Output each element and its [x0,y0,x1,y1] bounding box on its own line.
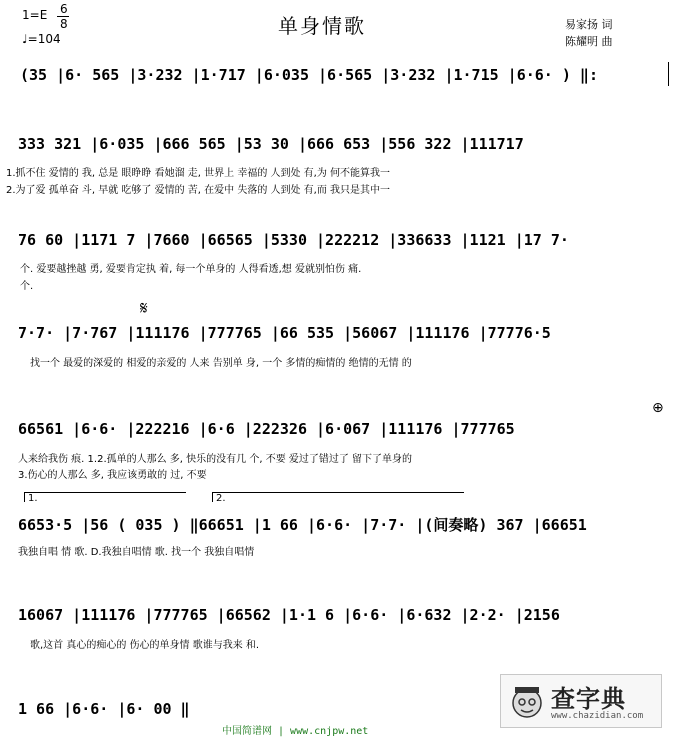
composer-credit: 陈耀明 曲 [565,35,613,48]
tempo-marking: ♩=104 [22,32,61,46]
mascot-icon [507,681,547,721]
time-signature-bottom: 8 [60,17,68,31]
notation-row-1: (35 |6· 565 |3·232 |1·717 |6·035 |6·565 |3·232 |1·715 |6·6· ) ‖: [20,66,598,84]
lyrics-row-4: 找一个 最爱的深爱的 相爱的亲爱的 人来 告别单 身, 一个 多情的痴情的 绝情的无情 的 [30,358,412,369]
lyrics-row-2-verse-1: 1.抓不住 爱情的 我, 总是 眼睁睁 看她溜 走, 世界上 幸福的 人到处 有,为 何不能算我一 [6,168,391,179]
volta-1-label: 1. [28,493,38,504]
lyrics-row-5-verse-2: 3.伤心的人那么 多, 我应该勇敢的 过, 不要 [18,470,207,481]
notation-row-6: 6653·5 |56 ( 035 ) ‖66651 |1 66 |6·6· |7·7· |(间奏略) 367 |66651 [18,516,587,534]
notation-row-2: 333 321 |6·035 |666 565 |53 30 |666 653 |556 322 |111717 [18,135,524,153]
time-signature-top: 6 [60,2,68,16]
notation-row-8: 1 66 |6·6· |6· 00 ‖ [18,700,190,718]
notation-row-4: 7·7· |7·767 |111176 |777765 |66 535 |56067 |111176 |77776·5 [18,324,551,342]
volta-2-bracket-edge [212,492,213,502]
lyrics-row-3-verse-1: 个. 爱要越挫越 勇, 爱要肯定执 着, 每一个单身的 人得看透,想 爱就别怕伤 痛. [20,264,362,275]
logo-title: 查字典 [551,685,626,713]
lyrics-row-6: 我独自唱 情 歌. D.我独自唱情 歌. 找一个 我独自唱情 [18,547,255,558]
segno-marker: 𝄋 [140,298,148,319]
song-title: 单身情歌 [278,14,366,38]
volta-2-bracket [212,492,464,493]
volta-1-bracket-edge [24,492,25,502]
notation-row-7: 16067 |111176 |777765 |66562 |1·1 6 |6·6· |6·632 |2·2· |2156 [18,606,560,624]
lyrics-row-7: 歌,这首 真心的痴心的 伤心的单身情 歌谁与我来 和. [30,640,260,651]
coda-marker: ⊕ [652,400,664,416]
logo-url: www.chazidian.com [551,711,644,721]
notation-row-3: 76 60 |1171 7 |7660 |66565 |5330 |222212 |336633 |1121 |17 7· [18,231,569,249]
lyrics-row-5-verse-1: 人来给我伤 痕. 1.2.孤单的人那么 多, 快乐的没有几 个, 不要 爱过了错过了 留下了单身的 [18,454,413,465]
repeat-barline [668,62,669,86]
site-footer[interactable]: 中国简谱网 | www.cnjpw.net [222,726,369,737]
lyrics-row-3-verse-2: 个. [20,281,34,292]
lyrics-row-2-verse-2: 2.为了爱 孤单奋 斗, 早就 吃够了 爱情的 苦, 在爱中 失落的 人到处 有,而 我只是其中一 [6,185,391,196]
volta-2-label: 2. [216,493,226,504]
watermark-logo [500,674,662,728]
key-signature: 1=E [22,8,48,22]
lyricist-credit: 易家扬 词 [565,18,613,31]
notation-row-5: 66561 |6·6· |222216 |6·6 |222326 |6·067 |111176 |777765 [18,420,515,438]
volta-1-bracket [24,492,186,493]
